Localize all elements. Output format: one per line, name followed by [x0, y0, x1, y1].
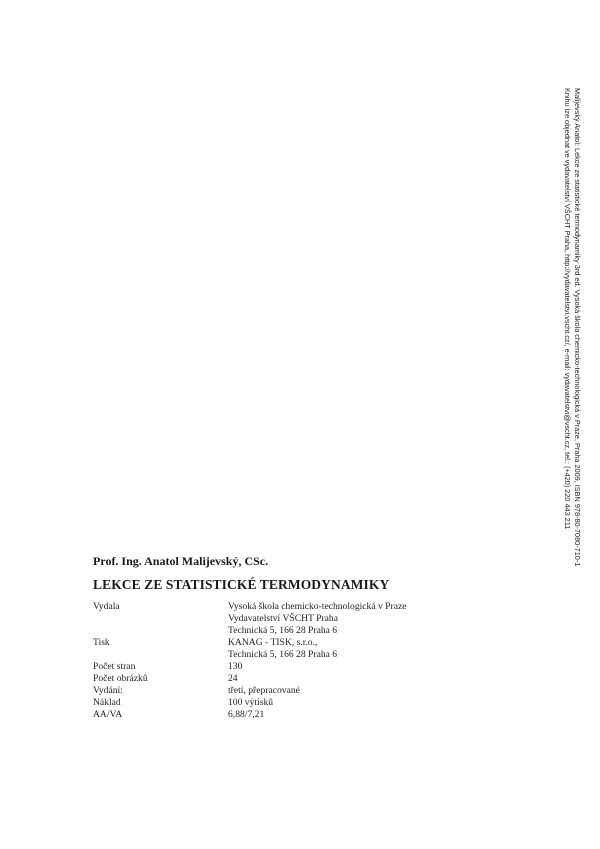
detail-row-print-run: [93, 697, 453, 709]
detail-values: [228, 637, 337, 661]
detail-value: 24: [228, 673, 238, 684]
detail-label: Náklad: [93, 697, 121, 708]
detail-row-figures: [93, 673, 453, 685]
book-title: LEKCE ZE STATISTICKÉ TERMODYNAMIKY: [93, 577, 390, 592]
detail-values: [228, 673, 238, 685]
detail-value: 6,88/7,21: [228, 709, 265, 720]
detail-label: Vydání:: [93, 685, 123, 696]
detail-values: [228, 601, 407, 637]
detail-value: Technická 5, 166 28 Praha 6: [228, 625, 338, 636]
detail-value: Vydavatelství VŠCHT Praha: [228, 613, 338, 624]
detail-row-print: [93, 637, 453, 661]
detail-value: 100 výtisků: [228, 697, 274, 708]
detail-value: 130: [228, 661, 243, 672]
detail-row-publisher: [93, 601, 453, 637]
detail-value: KANAG - TISK, s.r.o.,: [228, 637, 318, 648]
citation-line: Malijevský Anatol: Lekce ze statistické termodynamiky 3rd ed. Vysoká škola chemicko-technologická v Praze, Praha 2009, ISBN 978-80-7080-710-1: [573, 88, 582, 567]
detail-values: [228, 697, 273, 709]
detail-value: Technická 5, 166 28 Praha 6: [228, 649, 338, 660]
detail-values: [228, 661, 242, 673]
detail-label: Počet obrázků: [93, 673, 148, 684]
detail-row-aa-va: [93, 709, 453, 721]
publication-details: [93, 601, 453, 721]
detail-row-edition: [93, 685, 453, 697]
detail-label: Vydala: [93, 601, 120, 612]
detail-label: Tisk: [93, 637, 110, 648]
detail-values: [228, 685, 300, 697]
detail-row-pages: [93, 661, 453, 673]
detail-value: třetí, přepracované: [228, 685, 300, 696]
detail-label: Počet stran: [93, 661, 136, 672]
author-name: Prof. Ing. Anatol Malijevský, CSc.: [93, 554, 269, 568]
rotated-citation-note: [562, 88, 582, 566]
ordering-info-line: Knihu lze objednat ve vydavatelství VŠCHT Praha, http://vydavatelstvi.vscht.cz/, e-mail: vydavatelstvi@vscht.cz, tel.: (+420) 220 443 211: [563, 88, 572, 530]
detail-values: [228, 709, 264, 721]
detail-label: AA/VA: [93, 709, 123, 720]
detail-value: Vysoká škola chemicko-technologická v Praze: [228, 601, 407, 612]
